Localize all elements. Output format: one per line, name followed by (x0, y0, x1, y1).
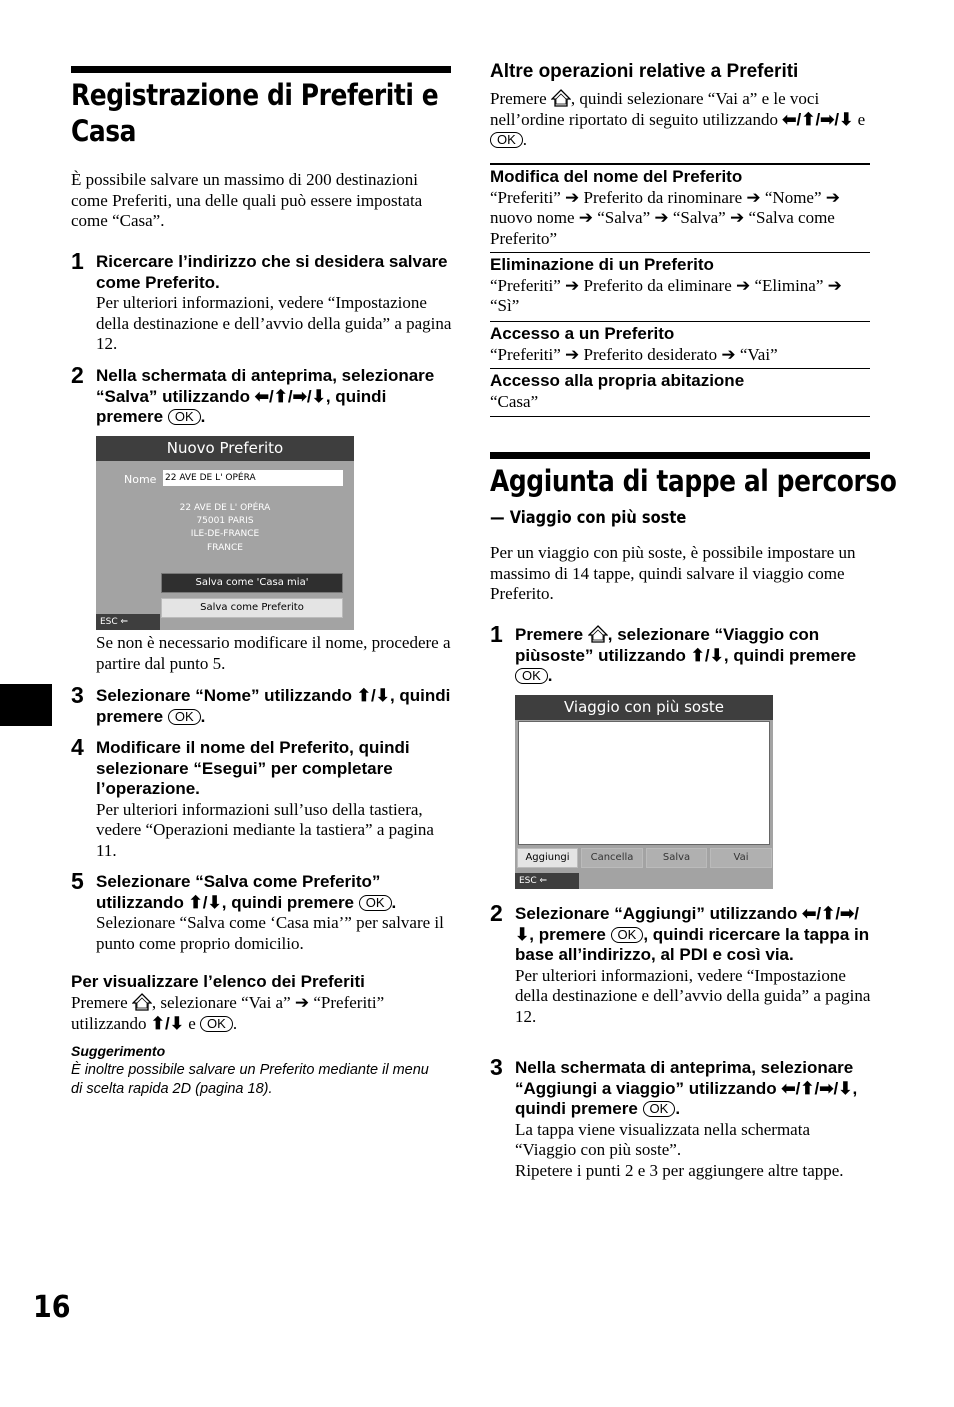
table-rule (490, 321, 870, 322)
step-instruction: Nella schermata di anteprima, selezionare “Aggiungi a viaggio” utilizzando ⬅/⬆/➡/⬇, quindi premere OK . (515, 1058, 858, 1118)
esc-button[interactable]: ESC ⇐ (515, 873, 579, 889)
arrow-keys-icon: ⬆/⬇ (356, 686, 390, 705)
ok-button-icon: OK (515, 668, 548, 684)
table-row-heading: Modifica del nome del Preferito (490, 167, 743, 186)
ok-button-icon: OK (490, 132, 523, 148)
section-subtitle: — Viaggio con più soste (490, 508, 687, 528)
step-4 (71, 734, 452, 861)
save-as-favorite-button[interactable]: Salva come Preferito (161, 598, 343, 618)
step-1 (490, 621, 871, 687)
step-number: 3 (490, 1054, 503, 1080)
step-instruction: Ricercare l’indirizzo che si desidera salvare come Preferito. (96, 252, 448, 292)
step-number: 5 (71, 868, 84, 894)
table-rule (490, 368, 870, 369)
view-list-text: Premere , selezionare “Vai a” ➔ “Preferiti” utilizzando ⬆/⬇ e OK . (71, 993, 385, 1033)
ok-button-icon: OK (168, 709, 201, 725)
step-detail: Per ulteriori informazioni, vedere “Impostazione della destinazione e dell’avvio della guida” a pagina 12. (96, 293, 452, 353)
step-instruction: Selezionare “Salva come Preferito” utilizzando ⬆/⬇, quindi premere OK . (96, 872, 397, 912)
step-2 (490, 900, 871, 1027)
arrow-keys-icon: ⬅/⬆/➡/⬇ (515, 904, 860, 944)
name-label: Nome (124, 473, 157, 486)
table-row-text: “Preferiti” ➔ Preferito desiderato ➔ “Vai” (490, 344, 778, 364)
step-3 (71, 682, 452, 727)
step-number: 2 (71, 362, 84, 388)
intro-paragraph: Per un viaggio con più soste, è possibile impostare un massimo di 14 tappe, quindi salvare il viaggio come Preferito. (490, 543, 856, 603)
section-title: Aggiunta di tappe al percorso (490, 464, 897, 498)
save-button[interactable]: Salva (646, 848, 707, 868)
viaggio-screenshot (515, 695, 773, 889)
arrow-keys-icon: ⬅/⬆/➡/⬇ (781, 1078, 853, 1098)
table-rule (490, 416, 870, 417)
step-detail: La tappa viene visualizzata nella schermata “Viaggio con più soste”. (515, 1119, 810, 1159)
go-button[interactable]: Vai (710, 848, 772, 868)
address-line: 75001 PARIS (196, 516, 254, 526)
esc-button[interactable]: ESC ⇐ (96, 614, 160, 630)
table-row-heading: Eliminazione di un Preferito (490, 255, 714, 274)
table-rule (490, 163, 870, 165)
view-list-heading: Per visualizzare l’elenco dei Preferiti (71, 972, 365, 991)
ok-button-icon: OK (611, 927, 644, 943)
add-button[interactable]: Aggiungi (517, 848, 578, 868)
screen-title: Viaggio con più soste (515, 695, 773, 720)
section-title (71, 77, 438, 149)
table-row-text: “Preferiti” ➔ Preferito da eliminare ➔ “Elimina” ➔ “Sì” (490, 275, 842, 315)
step-instruction: Nella schermata di anteprima, selezionare “Salva” utilizzando ⬅/⬆/➡/⬇, quindi premere OK . (96, 366, 435, 426)
step-detail: Selezionare “Salva come ‘Casa mia’” per salvare il punto come proprio domicilio. (96, 913, 444, 953)
step-instruction: Selezionare “Nome” utilizzando ⬆/⬇, quindi premere OK . (96, 686, 451, 726)
table-row (490, 255, 870, 317)
step-3 (490, 1054, 871, 1181)
table-row-text: “Preferiti” ➔ Preferito da rinominare ➔ “Nome” ➔ nuovo nome ➔ “Salva” ➔ “Salva” ➔ “Salva come Preferito” (490, 187, 841, 248)
step-instruction: Modificare il nome del Preferito, quindi selezionare “Esegui” per completare l’operazione. (96, 738, 410, 798)
home-icon (551, 89, 571, 107)
title-line-2: Casa (71, 114, 137, 148)
tip-text: È inoltre possibile salvare un Preferito mediante il menu di scelta rapida 2D (pagina 18). (71, 1062, 429, 1097)
step-number: 1 (490, 621, 503, 647)
title-line-1: Registrazione di Preferiti e (71, 78, 439, 112)
step-instruction: Selezionare “Aggiungi” utilizzando ⬅/⬆/➡/⬇, premere OK , quindi ricercare la tappa in base all’indirizzo, al PDI e così via. (515, 904, 870, 964)
ok-button-icon: OK (359, 895, 392, 911)
step-number: 2 (490, 900, 503, 926)
table-row-heading: Accesso alla propria abitazione (490, 371, 745, 390)
table-row-heading: Accesso a un Preferito (490, 324, 675, 343)
chapter-tab (0, 684, 52, 726)
home-icon (588, 625, 608, 643)
table-row (490, 371, 870, 412)
name-field[interactable]: 22 AVE DE L' OPÉRA (163, 470, 343, 486)
stops-list[interactable] (518, 721, 770, 845)
address-line: 22 AVE DE L' OPÉRA (179, 503, 271, 513)
step-number: 3 (71, 682, 84, 708)
step-2 (71, 362, 452, 428)
ok-button-icon: OK (643, 1101, 676, 1117)
step-2-note: Se non è necessario modificare il nome, procedere a partire dal punto 5. (96, 633, 451, 673)
table-row-text: “Casa” (490, 391, 539, 411)
other-ops-heading: Altre operazioni relative a Preferiti (490, 61, 799, 82)
table-rule (490, 252, 870, 253)
arrow-keys-icon: ⬆/⬇ (150, 1013, 184, 1033)
arrow-keys-icon: ⬅/⬆/➡/⬇ (782, 109, 854, 129)
address-line: FRANCE (207, 543, 243, 553)
arrow-keys-icon: ⬆/⬇ (188, 892, 222, 912)
other-ops-text: Premere , quindi selezionare “Vai a” e le voci nell’ordine riportato di seguito utilizzando ⬅/⬆/➡/⬇ e OK . (490, 89, 866, 149)
section-rule (490, 452, 870, 459)
address-line: ILE-DE-FRANCE (190, 529, 260, 539)
save-as-home-button[interactable]: Salva come 'Casa mia' (161, 573, 343, 593)
step-number: 4 (71, 734, 84, 760)
step-instruction: Premere , selezionare “Viaggio con piùsoste” utilizzando ⬆/⬇, quindi premere OK . (515, 625, 857, 685)
page-number: 16 (33, 1290, 71, 1325)
screen-title: Nuovo Preferito (96, 436, 354, 461)
table-row (490, 324, 870, 365)
step-detail: Ripetere i punti 2 e 3 per aggiungere altre tappe. (515, 1160, 844, 1180)
step-detail: Per ulteriori informazioni, vedere “Impostazione della destinazione e dell’avvio della guida” a pagina 12. (515, 965, 871, 1026)
step-detail: Per ulteriori informazioni sull’uso della tastiera, vedere “Operazioni mediante la tastiera” a pagina 11. (96, 799, 434, 860)
arrow-keys-icon: ⬆/⬇ (690, 645, 724, 665)
nuovo-preferito-screenshot (96, 436, 354, 630)
delete-button[interactable]: Cancella (581, 848, 643, 868)
step-number: 1 (71, 248, 84, 274)
arrow-keys-icon: ⬅/⬆/➡/⬇ (254, 386, 326, 406)
section-rule (71, 66, 451, 73)
ok-button-icon: OK (200, 1016, 233, 1032)
home-icon (132, 993, 152, 1011)
intro-paragraph: È possibile salvare un massimo di 200 destinazioni come Preferiti, una delle quali può essere impostata come “Casa”. (71, 170, 423, 230)
table-row (490, 167, 870, 249)
step-5 (71, 868, 452, 954)
tip-label: Suggerimento (71, 1043, 166, 1059)
ok-button-icon: OK (168, 409, 201, 425)
step-1 (71, 248, 452, 355)
